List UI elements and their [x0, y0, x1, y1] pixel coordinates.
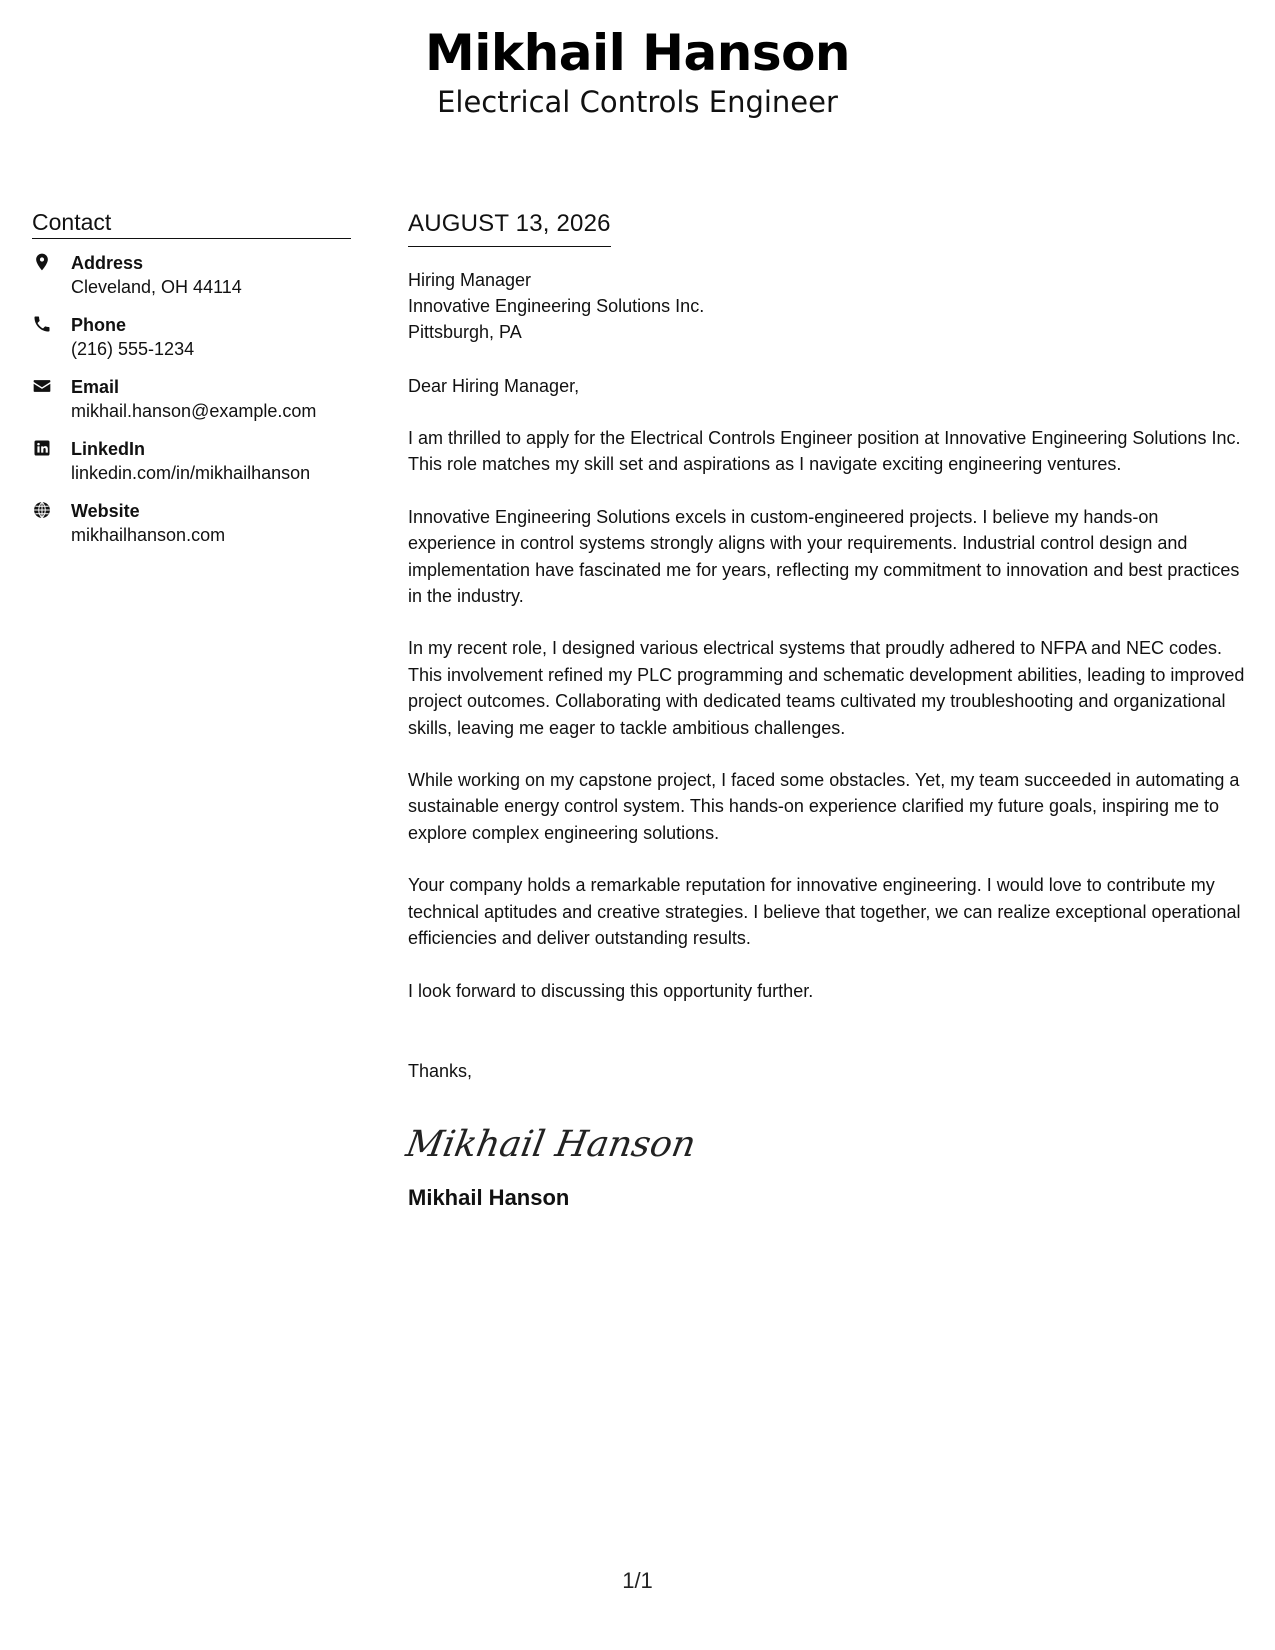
- contact-list: [32, 251, 351, 549]
- body-paragraph: I am thrilled to apply for the Electrical Controls Engineer position at Innovative Engineering Solutions Inc. This role matches my skill set and aspirations as I navigate exciting engineering ventures.: [408, 428, 1241, 475]
- phone-icon: [32, 314, 54, 336]
- contact-label: Email: [71, 377, 120, 397]
- contact-value: (216) 555-1234: [71, 339, 195, 359]
- applicant-name: Mikhail Hanson: [424, 24, 851, 82]
- recipient-block: [408, 267, 1248, 345]
- page-number: 1/1: [622, 1568, 653, 1593]
- contact-value: mikhailhanson.com: [71, 525, 226, 545]
- contact-item-email: [32, 375, 351, 425]
- contact-item-address: [32, 251, 351, 301]
- letter-body: [403, 208, 1248, 1212]
- body-paragraph: While working on my capstone project, I faced some obstacles. Yet, my team succeeded in automating a sustainable energy control system. This hands-on experience clarified my future goals, inspiring me to explore complex engineering solutions.: [408, 770, 1240, 843]
- recipient-line: Hiring Manager: [408, 270, 532, 290]
- email-icon: [32, 376, 54, 398]
- contact-item-phone: [32, 313, 351, 363]
- letter-date: AUGUST 13, 2026: [408, 208, 611, 247]
- handwritten-signature: [403, 1114, 700, 1170]
- body-paragraph: In my recent role, I designed various electrical systems that proudly adhered to NFPA and NEC codes. This involvement refined my PLC programming and schematic development abilities, leading to improved project outcomes. Collaborating with dedicated teams cultivated my troubleshooting and organizational skills, leaving me eager to tackle ambitious challenges.: [408, 638, 1245, 738]
- recipient-line: Innovative Engineering Solutions Inc.: [408, 296, 705, 316]
- closing: Thanks,: [408, 1060, 473, 1081]
- globe-icon: [32, 500, 54, 522]
- signed-name: Mikhail Hanson: [408, 1184, 570, 1210]
- signature-text: Mikhail Hanson: [403, 1122, 700, 1165]
- contact-item-website: [32, 499, 351, 549]
- contact-value: mikhail.hanson@example.com: [71, 401, 317, 421]
- contact-label: Website: [71, 501, 140, 521]
- linkedin-icon: [32, 438, 54, 460]
- contact-heading: Contact: [32, 208, 351, 239]
- letter-header: [0, 22, 1275, 120]
- contact-label: LinkedIn: [71, 439, 146, 459]
- body-paragraph: I look forward to discussing this opportunity further.: [408, 980, 814, 1001]
- location-pin-icon: [32, 252, 54, 274]
- body-paragraph: Your company holds a remarkable reputation for innovative engineering. I would love to contribute my technical aptitudes and creative strategies. I believe that together, we can realize exceptional operational efficiencies and deliver outstanding results.: [408, 875, 1241, 949]
- applicant-title: Electrical Controls Engineer: [437, 85, 838, 119]
- contact-value: Cleveland, OH 44114: [71, 277, 242, 297]
- contact-sidebar: [32, 208, 351, 561]
- salutation: Dear Hiring Manager,: [408, 376, 580, 396]
- contact-value: linkedin.com/in/mikhailhanson: [71, 463, 311, 483]
- contact-item-linkedin: [32, 437, 351, 487]
- body-paragraph: Innovative Engineering Solutions excels in custom-engineered projects. I believe my hands-on experience in control systems strongly aligns with your requirements. Industrial control design and implementation have fascinated me for years, reflecting my commitment to innovation and best practices in the industry.: [408, 506, 1240, 607]
- contact-label: Address: [71, 253, 144, 273]
- recipient-line: Pittsburgh, PA: [408, 322, 522, 342]
- contact-label: Phone: [71, 315, 127, 335]
